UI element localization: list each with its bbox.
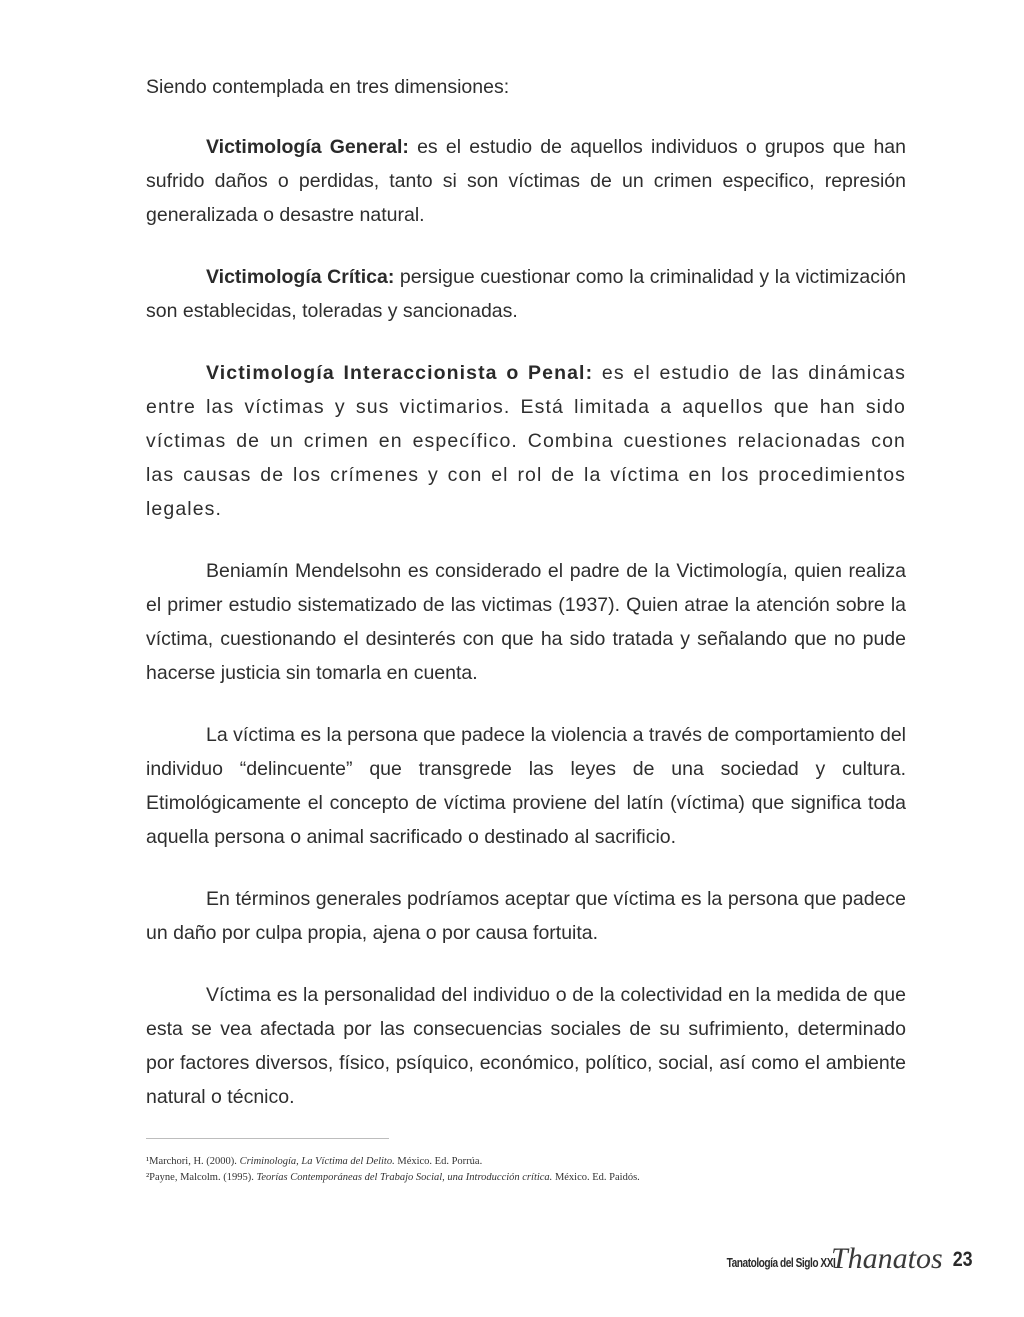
page-footer	[696, 1238, 974, 1274]
intro-line: Siendo contemplada en tres dimensiones:	[146, 76, 510, 98]
paragraph-mendelsohn: Beniamín Mendelsohn es considerado el padre de la Victimología, quien realiza el primer estudio sistematizado de las victimas (1937). Quien atrae la atención sobre la víctima, cuestionando el desinterés con que ha sido tratada y señalando que no pude hacerse justicia sin tomarla en cuenta.	[146, 560, 906, 684]
footnote-marker: ¹	[146, 1156, 150, 1167]
footnote-publisher: México. Ed. Paidós.	[552, 1172, 640, 1183]
paragraph-victimologia-interaccionista	[146, 356, 906, 526]
definition-victimologia-critica: persigue cuestionar como la criminalidad y la victimización son establecidas, toleradas y sancionadas.	[146, 266, 907, 322]
journal-series-title: Tanatología del Siglo XXI	[726, 1255, 835, 1270]
footnote-title: Criminología, La Víctima del Delito.	[239, 1156, 395, 1167]
footnote-1	[146, 1155, 482, 1169]
footnote-title: Teorías Contemporáneas del Trabajo Social, una Introducción crítica.	[256, 1172, 553, 1183]
page-number: 23	[952, 1248, 973, 1271]
footnote-author: Payne, Malcolm. (1995).	[149, 1172, 257, 1183]
footnote-publisher: México. Ed. Porrúa.	[394, 1156, 483, 1167]
footnote-2	[146, 1171, 640, 1185]
footnote-marker: ²	[146, 1172, 150, 1183]
journal-brand: Thanatos	[830, 1242, 943, 1275]
term-victimologia-general: Victimología General:	[206, 136, 409, 158]
paragraph-personalidad: Víctima es la personalidad del individuo o de la colectividad en la medida de que esta se vea afectada por las consecuencias sociales de su sufrimiento, determinado por factores diversos, físico, psíquico, económico, político, social, así como el ambiente natural o técnico.	[146, 984, 906, 1108]
paragraph-victimologia-general	[146, 130, 906, 232]
paragraph-victima-persona: La víctima es la persona que padece la violencia a través de comportamiento del individuo “delincuente” que transgrede las leyes de una sociedad y cultura. Etimológicamente el concepto de víctima proviene del latín (víctima) que significa toda aquella persona o animal sacrificado o destinado al sacrificio.	[146, 724, 906, 848]
term-victimologia-interaccionista: Victimología Interaccionista o Penal:	[206, 362, 594, 384]
definition-victimologia-interaccionista: es el estudio de las dinámicas entre las víctimas y sus victimarios. Está limitada a aquellos que han sido víctimas de un crimen en específico. Combina cuestiones relacionadas con las causas de los crímenes y con el rol de la víctima en los procedimientos legales.	[146, 362, 906, 520]
term-victimologia-critica: Victimología Crítica:	[206, 266, 395, 288]
definition-victimologia-general: es el estudio de aquellos individuos o grupos que han sufrido daños o perdidas, tanto si son víctimas de un crimen especifico, represión generalizada o desastre natural.	[146, 136, 906, 226]
footnote-divider	[146, 1138, 389, 1139]
footnote-author: Marchori, H. (2000).	[149, 1156, 240, 1167]
paragraph-terminos-generales: En términos generales podríamos aceptar que víctima es la persona que padece un daño por culpa propia, ajena o por causa fortuita.	[146, 888, 906, 944]
paragraph-victimologia-critica	[146, 260, 906, 328]
